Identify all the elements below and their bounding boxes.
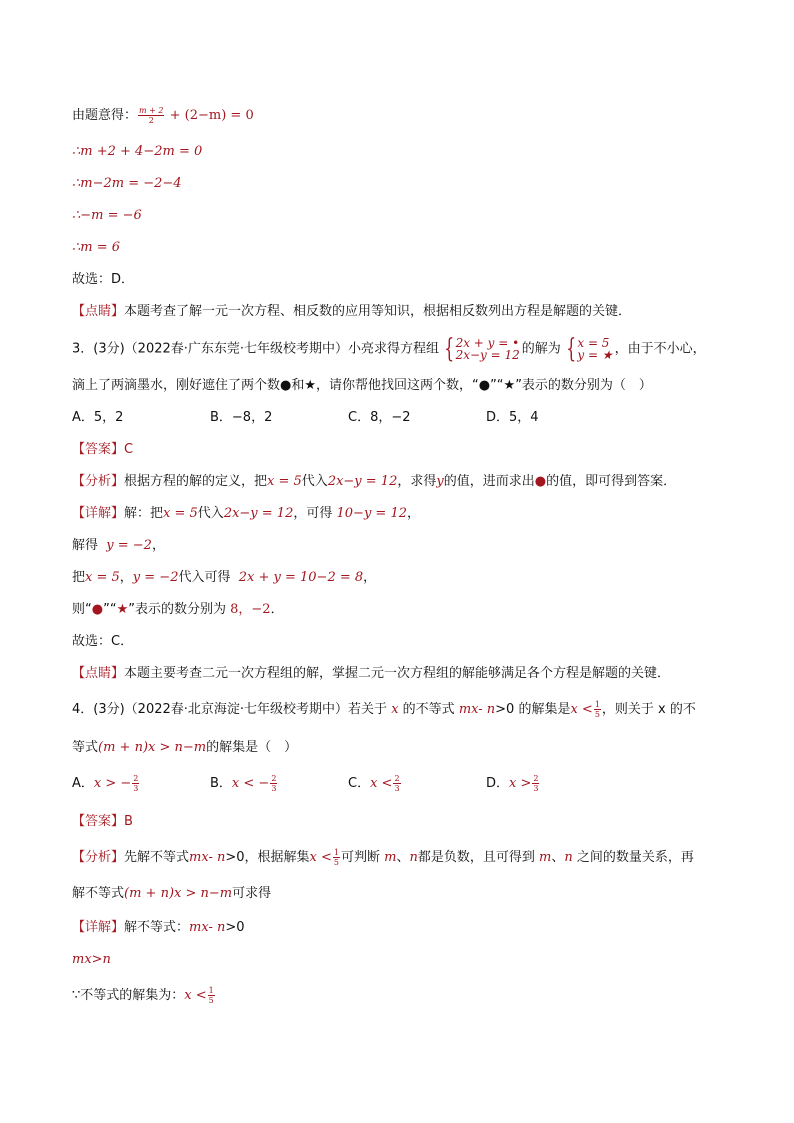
- dot-icon: ●: [91, 602, 104, 617]
- option-d: D．5，4: [486, 410, 539, 425]
- question-3-stem: 3．(3分)（2022春·广东东莞·七年级校考期中）小亮求得方程组 { 2x + y = • 2x−y = 12 的解为 { x = 5 y = ★ ，由于不小心，: [72, 334, 706, 364]
- option-d: D．x > $\frac{2}{3}$: [486, 774, 539, 793]
- dot-icon: ●: [534, 474, 547, 489]
- solution-step: ∴m−2m = −2−4: [72, 176, 182, 191]
- comment-tag: 【点睛】: [72, 304, 125, 319]
- option-a: A．x > − $\frac{2}{3}$: [72, 774, 139, 793]
- fraction: $\frac{1}{5}$: [594, 700, 600, 719]
- question-3-line2: 滴上了两滴墨水，刚好遮住了两个数●和★，请你帮他找回这两个数，“●”“★”表示的数分别为（ ）: [72, 378, 652, 393]
- answer-tag: 【答案】: [72, 442, 125, 457]
- solution-system: { x = 5 y = ★: [566, 334, 613, 364]
- equation: + (2−m) = 0: [169, 108, 254, 123]
- detail-line: 【详解】解不等式：mx- n>0: [72, 920, 245, 935]
- analysis-line: 【分析】根据方程的解的定义，把x = 5代入2x−y = 12，求得y的值，进而求出●的值，即可得到答案．: [72, 474, 677, 489]
- fraction: $\frac{m + 2}{2}$: [139, 106, 164, 125]
- comment-line: [72, 302, 631, 322]
- answer-value: C: [124, 442, 134, 457]
- then-line: 则“●”“★”表示的数分别为 8，−2．: [72, 602, 284, 617]
- solution-step: ∴m +2 + 4−2m = 0: [72, 144, 203, 159]
- comment-text: 本题考查了解一元一次方程、相反数的应用等知识，根据相反数列出方程是解题的关键．: [124, 304, 632, 319]
- option-c: C．8，−2: [348, 410, 411, 425]
- choice-line: 故选：D．: [72, 272, 135, 287]
- comment-line: 【点睛】本题主要考查二元一次方程组的解，掌握二元一次方程组的解能够满足各个方程是解题的关键．: [72, 666, 671, 681]
- solution-step: mx>n: [72, 952, 111, 967]
- choice-line: 故选：C．: [72, 634, 134, 649]
- brace-icon: {: [566, 334, 577, 364]
- option-c: C．x < $\frac{2}{3}$: [348, 774, 400, 793]
- substitute-line: 把x = 5，y = −2代入可得 2x + y = 10−2 = 8，: [72, 570, 377, 585]
- star-icon: ★: [116, 602, 129, 617]
- answer-line: 【答案】B: [72, 814, 133, 829]
- solution-intro-line: [72, 106, 254, 126]
- question-4-line2: 等式(m + n)x > n−m的解集是（ ）: [72, 740, 298, 755]
- analysis-line2: 解不等式(m + n)x > n−m可求得: [72, 886, 272, 901]
- text: 由题意得：: [72, 108, 138, 123]
- since-line: ∵不等式的解集为：x < $\frac{1}{5}$: [72, 986, 214, 1005]
- brace-icon: {: [444, 334, 455, 364]
- question-text: 3．(3分)（2022春·广东东莞·七年级校考期中）小亮求得方程组: [72, 341, 440, 357]
- question-4-stem: 4．(3分)（2022春·北京海淀·七年级校考期中）若关于 x 的不等式 mx- n>0 的解集是x < $\frac{1}{5}$ ，则关于 x 的不: [72, 700, 696, 719]
- analysis-line: 【分析】先解不等式mx- n>0，根据解集x < $\frac{1}{5}$ 可判断 m、n都是负数，且可得到 m、n 之间的数量关系，再: [72, 848, 694, 867]
- option-b: B．x < − $\frac{2}{3}$: [210, 774, 277, 793]
- option-b: B．−8，2: [210, 410, 273, 425]
- answer-line: [72, 440, 133, 460]
- detail-line: 【详解】解：把x = 5代入2x−y = 12，可得 10−y = 12，: [72, 506, 421, 521]
- solution-step: ∴−m = −6: [72, 208, 142, 223]
- solve-line: 解得 y = −2，: [72, 538, 165, 553]
- equation-system: { 2x + y = • 2x−y = 12: [444, 334, 520, 364]
- option-a: A．5，2: [72, 410, 124, 425]
- solution-step: ∴m = 6: [72, 240, 121, 255]
